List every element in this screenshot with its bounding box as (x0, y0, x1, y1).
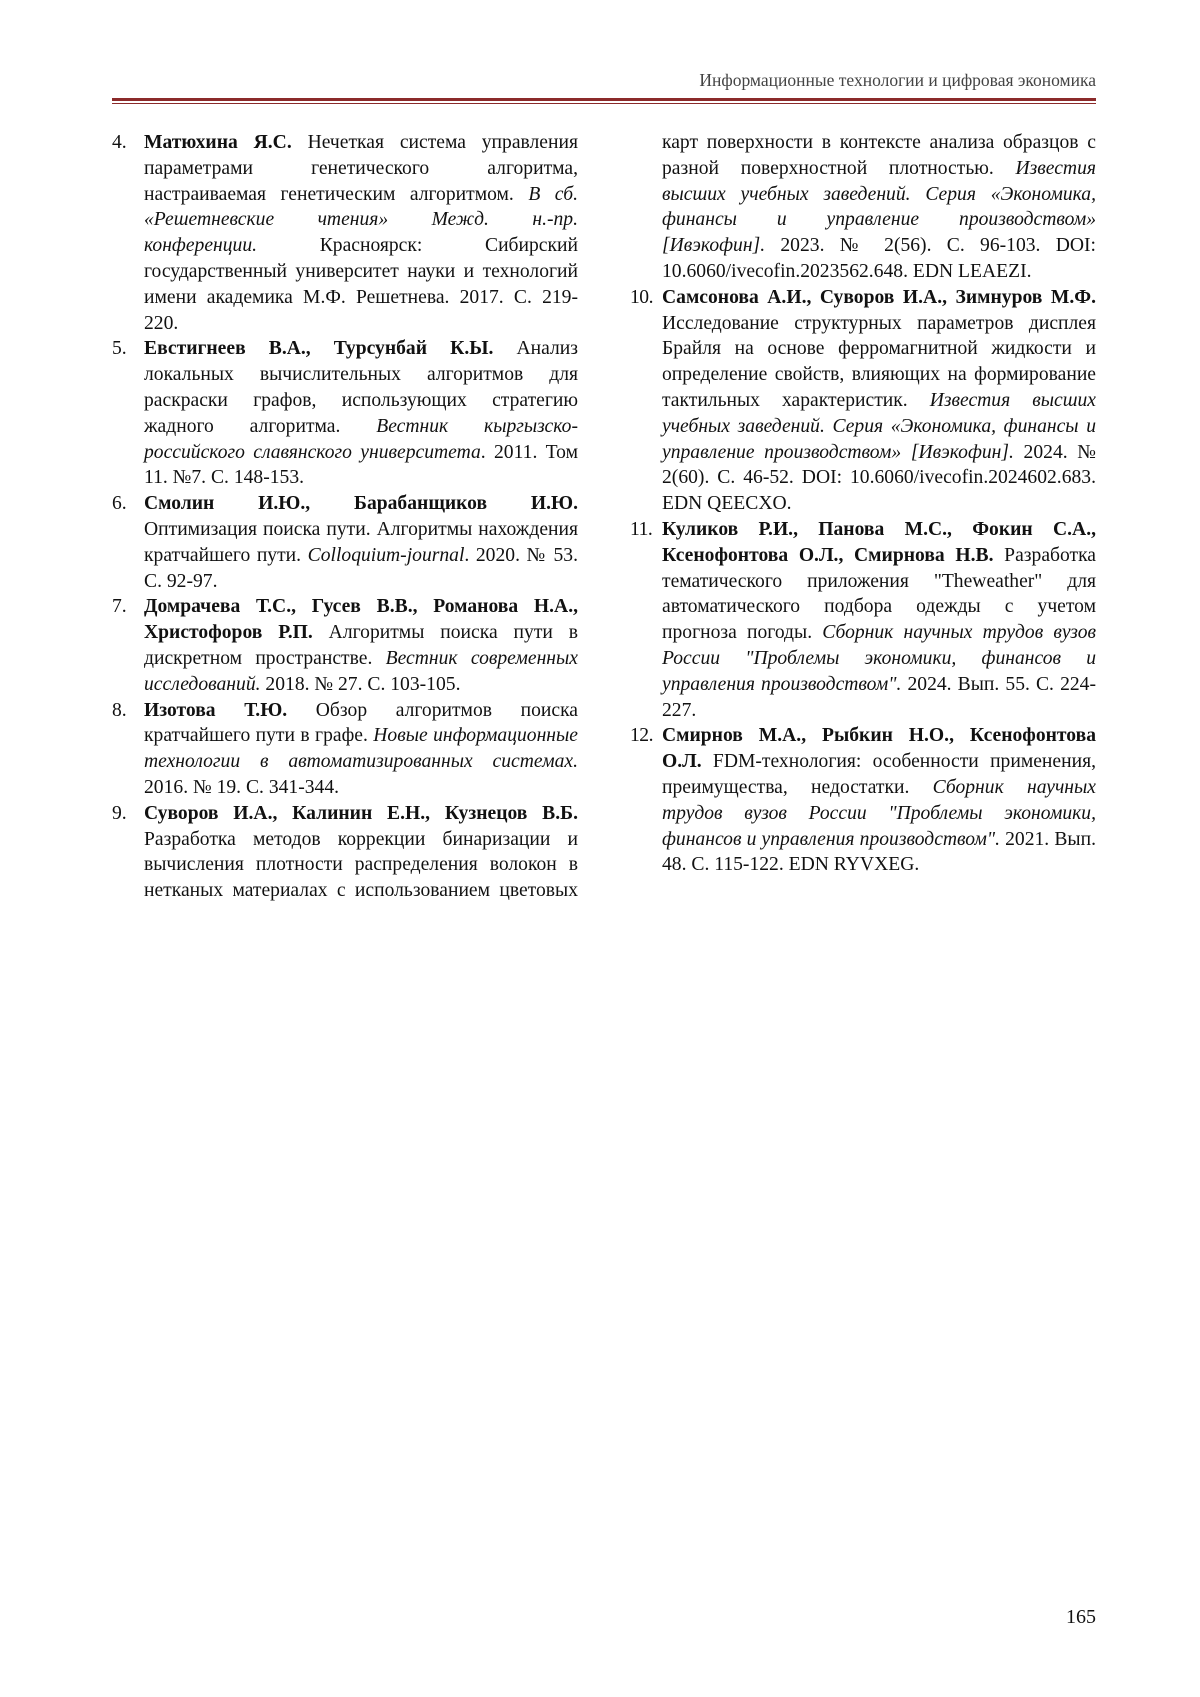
reference-title: Анализ локальных вычислительных алгоритмов для раскраски графов, использующих стратегию жадного алгоритма. (144, 338, 578, 437)
reference-title: Алгоритмы поиска пути в дискретном пространстве. (144, 622, 579, 669)
reference-title: Нечеткая система управления параметрами генетического алгоритма, настраиваемая генетическим алгоритмом. (144, 132, 578, 205)
reference-body (662, 517, 1096, 723)
reference-body (662, 723, 1096, 878)
reference-authors: Суворов И.А., Калинин Е.Н., Кузнецов В.Б. (144, 802, 578, 824)
reference-details: 2024. № 2(60). С. 46-52. DOI: 10.6060/ivecofin.2024602.683. EDN QEECXO. (662, 441, 1096, 515)
reference-source: Сборник научных трудов вузов России "Проблемы экономики, финансов и управления производством". (662, 622, 1096, 695)
reference-body (144, 491, 578, 594)
reference-authors: Матюхина Я.С. (144, 132, 292, 153)
reference-source: В сб. «Решетневские чтения» Межд. н.-пр. конференции. (144, 183, 578, 257)
page-number: 165 (1066, 1606, 1096, 1628)
reference-source: Colloquium-journal (307, 544, 465, 566)
reference-number: 7. (112, 596, 127, 618)
reference-item-8 (112, 698, 578, 801)
reference-authors: Евстигнеев В.А., Турсунбай К.Ы. (144, 338, 494, 360)
reference-title: Оптимизация поиска пути. Алгоритмы нахождения кратчайшего пути. (144, 518, 578, 566)
reference-details: Красноярск: Сибирский государственный университет науки и технологий имени академика М.Ф. Решетнева. 2017. С. 219-220. (144, 235, 578, 334)
reference-source: Сборник научных трудов вузов России "Проблемы экономики, финансов и управления производством". (662, 776, 1096, 850)
reference-details: 2021. Вып. 48. С. 115-122. EDN RYVXEG. (662, 828, 1096, 876)
reference-source: Известия высших учебных заведений. Серия «Экономика, финансы и управление производством» [Ивэкофин]. (662, 157, 1096, 257)
reference-authors: Самсонова А.И., Суворов И.А., Зимнуров М.Ф. (662, 286, 1096, 308)
reference-details: 2023. № 2(56). С. 96-103. DOI: 10.6060/ivecofin.2023562.648. EDN LEAEZI. (662, 235, 1096, 282)
reference-authors: Смолин И.Ю., Барабанщиков И.Ю. (144, 493, 578, 515)
reference-details: 2018. № 27. С. 103-105. (260, 673, 461, 695)
reference-number: 10. (630, 286, 653, 308)
reference-source: Известия высших учебных заведений. Серия «Экономика, финансы и управление производством» [Ивэкофин]. (662, 389, 1096, 463)
reference-authors: Смирнов М.А., Рыбкин Н.О., Ксенофонтова О.Л. (662, 725, 1096, 773)
reference-source: Вестник современных исследований. (144, 647, 578, 695)
reference-number: 9. (112, 802, 127, 824)
reference-source: Новые информационные технологии в автоматизированных системах. (144, 725, 578, 773)
reference-title: FDM-технология: особенности применения, преимущества, недостатки. (662, 751, 1096, 798)
reference-number: 6. (112, 493, 127, 515)
reference-list (112, 130, 1096, 904)
reference-body (662, 285, 1096, 517)
reference-details: 2016. № 19. С. 341-344. (144, 776, 340, 798)
reference-item-11 (630, 517, 1096, 723)
running-header-title: Информационные технологии и цифровая экономика (699, 70, 1096, 90)
reference-body (144, 698, 578, 801)
reference-details: 2024. Вып. 55. С. 224-227. (662, 673, 1096, 721)
reference-source: Вестник кыргызско-российского славянского университета (144, 415, 578, 463)
reference-title: Исследование структурных параметров дисплея Брайля на основе ферромагнитной жидкости и определение свойств, влияющих на формирование тактильных характеристик. (662, 312, 1096, 411)
reference-number: 5. (112, 338, 127, 360)
reference-title: Разработка методов коррекции бинаризации и вычисления плотности распределения волокон в нетканых материалах с использованием цветовых карт поверхности в контексте анализа образцов с разной поверхностной плотностью. (144, 132, 1096, 902)
reference-item-7 (112, 594, 578, 697)
reference-item-6 (112, 491, 578, 594)
reference-item-5 (112, 336, 578, 491)
reference-number: 11. (630, 518, 653, 540)
header-rule-thin (112, 103, 1096, 104)
reference-details: . 2020. № 53. С. 92-97. (144, 544, 579, 592)
reference-body (144, 130, 578, 336)
reference-number: 8. (112, 699, 127, 721)
reference-item-4 (112, 130, 578, 336)
reference-authors: Изотова Т.Ю. (144, 699, 288, 721)
reference-details: . 2011. Том 11. №7. С. 148-153. (144, 441, 579, 489)
reference-number: 12. (630, 725, 653, 747)
reference-item-10 (630, 285, 1096, 517)
header-rule-thick (112, 98, 1096, 101)
reference-authors: Домрачева Т.С., Гусев В.В., Романова Н.А., Христофоров Р.П. (144, 596, 578, 644)
reference-item-12 (630, 723, 1096, 878)
reference-body (144, 594, 578, 697)
reference-authors: Куликов Р.И., Панова М.С., Фокин С.А., Ксенофонтова О.Л., Смирнова Н.В. (662, 518, 1096, 566)
reference-title: Обзор алгоритмов поиска кратчайшего пути в графе. (144, 699, 578, 747)
reference-body (144, 336, 578, 491)
reference-title: Разработка тематического приложения "Theweather" для автоматического подбора одежды с учетом прогноза погоды. (662, 544, 1097, 644)
reference-number: 4. (112, 132, 127, 153)
